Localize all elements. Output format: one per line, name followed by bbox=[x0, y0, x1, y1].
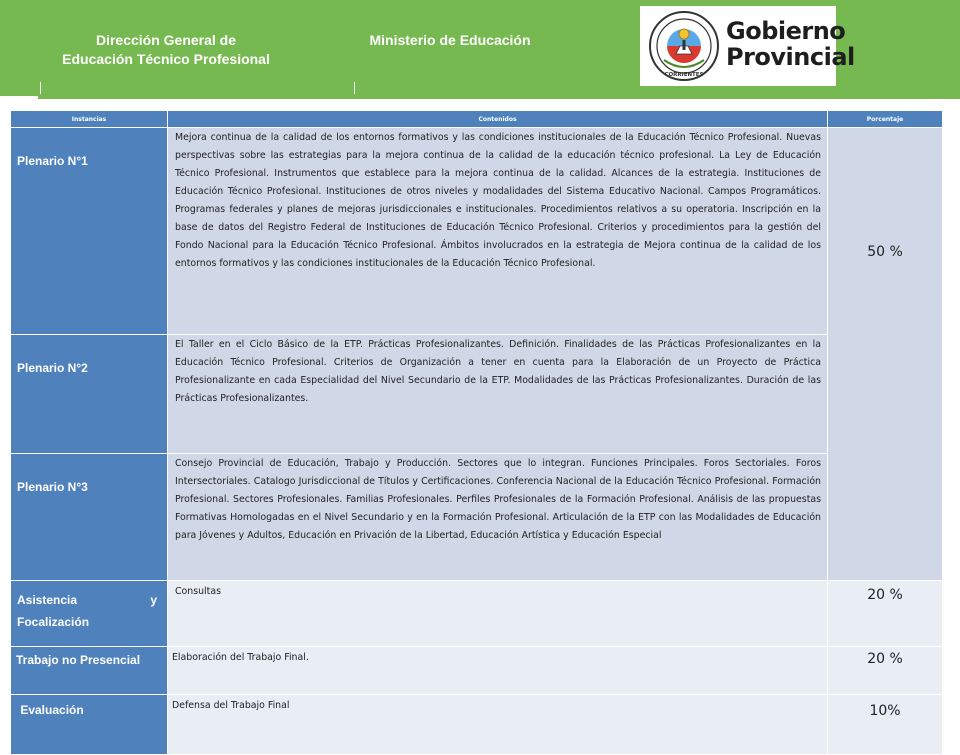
contenido-cell bbox=[168, 335, 828, 454]
instancia-label: Trabajo no Presencial bbox=[16, 653, 141, 667]
column-header-contenidos: Contenidos bbox=[168, 111, 828, 128]
header-underline bbox=[38, 96, 960, 99]
instancia-cell bbox=[11, 695, 168, 755]
contenido-cell bbox=[168, 647, 828, 695]
contenido-cell bbox=[168, 581, 828, 647]
corrientes-seal-icon bbox=[648, 10, 720, 82]
table-row bbox=[11, 647, 943, 695]
porcentaje-value: 10% bbox=[869, 703, 901, 719]
logo-word-provincial: Provincial bbox=[726, 43, 855, 71]
porcentaje-cell bbox=[828, 695, 943, 755]
instancia-cell bbox=[11, 335, 168, 454]
porcentaje-cell bbox=[828, 581, 943, 647]
column-header-instancias: Instancias bbox=[11, 111, 168, 128]
instancia-cell bbox=[11, 454, 168, 581]
header-band bbox=[0, 0, 960, 96]
contenido-cell bbox=[168, 695, 828, 755]
table-row bbox=[11, 335, 943, 454]
instancia-cell bbox=[11, 581, 168, 647]
instancia-label: Plenario N°3 bbox=[17, 480, 88, 494]
header-tick-middle bbox=[354, 82, 355, 94]
instancia-cell bbox=[11, 128, 168, 335]
gobierno-provincial-logo bbox=[640, 6, 855, 86]
contenido-text: Consejo Provincial de Educación, Trabajo y Producción. Sectores que lo integran. Funciones Principales. Foros Sectoriales. Foros Intersectoriales. Catalogo Jurisdiccional de Títulos y Certificaciones. Conferencia Nacional de la Educación Técnico Profesional. Formación Profesional. Sectores Profesionales. Familias Profesionales. Perfiles Profesionales de la Formación Profesional. Análisis de las propuestas Formativas Homologadas en el Nivel Secundario y en la Formación Profesional. Articulación de la ETP con las Modalidades de Educación para Jóvenes y Adultos, Educación en Privación de la Libertad, Educación Artística y Educación Especial bbox=[175, 458, 821, 541]
contenido-text: Mejora continua de la calidad de los entornos formativos y las condiciones institucionales de la Educación Técnico Profesional. Nuevas perspectivas sobre las estrategias para la mejora continua de la calidad de la educación técnico profesional. La Ley de Educación Técnico Profesional. Instrumentos que establece para la mejora continua de la calidad. Alcances de la estrategia. Instituciones de Educación Técnico Profesional. Instituciones de otros niveles y modalidades del Sistema Educativo Nacional. Campos Programáticos. Programas federales y planes de mejoras jurisdiccionales e institucionales. Procedimientos relativos a su operatoria. Inscripción en la base de datos del Registro Federal de Instituciones de Educación Técnico Profesional. Criterios y procedimientos para la gestión del Fondo Nacional para la Educación Técnico Profesional. Ámbitos involucrados en la estrategia de Mejora continua de la calidad de los entornos formativos y las condiciones institucionales de la Educación Técnico Profesional. bbox=[175, 132, 821, 269]
instancia-label: Plenario N°1 bbox=[17, 154, 88, 168]
direccion-line-1: Dirección General de bbox=[95, 32, 237, 48]
seal-text: CORRIENTES bbox=[664, 72, 704, 78]
table-row bbox=[11, 695, 943, 755]
instancia-label: Asistencia y Focalización bbox=[17, 593, 157, 629]
porcentaje-cell bbox=[828, 647, 943, 695]
contenido-cell bbox=[168, 128, 828, 335]
table-row bbox=[11, 128, 943, 335]
ministerio-title: Ministerio de Educación bbox=[369, 32, 531, 48]
contenido-text: Defensa del Trabajo Final bbox=[172, 700, 290, 711]
contenido-cell bbox=[168, 454, 828, 581]
column-header-porcentaje: Porcentaje bbox=[828, 111, 943, 128]
porcentaje-value: 20 % bbox=[867, 651, 903, 667]
contenido-text: El Taller en el Ciclo Básico de la ETP. Prácticas Profesionalizantes. Definición. Finalidades de las Prácticas Profesionalizantes en la Educación Técnico Profesional. Criterios de Organización a tener en cuenta para la Elaboración de un Proyecto de Práctica Profesionalizante en cada Especialidad del Nivel Secundario de la ETP. Modalidades de las Prácticas Profesionalizantes. Duración de las Prácticas Profesionalizantes. bbox=[175, 339, 821, 404]
instancia-label: Evaluación bbox=[17, 703, 84, 717]
table-row bbox=[11, 454, 943, 581]
program-table bbox=[10, 110, 943, 755]
instancia-label: Plenario N°2 bbox=[17, 361, 88, 375]
table-row bbox=[11, 581, 943, 647]
contenido-text: Elaboración del Trabajo Final. bbox=[172, 652, 309, 663]
header-tick-left bbox=[40, 82, 41, 94]
logo-word-gobierno: Gobierno bbox=[726, 17, 846, 45]
contenido-text: Consultas bbox=[175, 586, 221, 597]
table-header-row bbox=[11, 111, 943, 128]
porcentaje-cell-plenarios bbox=[828, 128, 943, 581]
porcentaje-value: 20 % bbox=[867, 587, 903, 603]
porcentaje-value: 50 % bbox=[867, 244, 903, 260]
instancia-cell bbox=[11, 647, 168, 695]
direccion-title bbox=[40, 31, 292, 69]
direccion-line-2: Educación Técnico Profesional bbox=[62, 51, 270, 67]
